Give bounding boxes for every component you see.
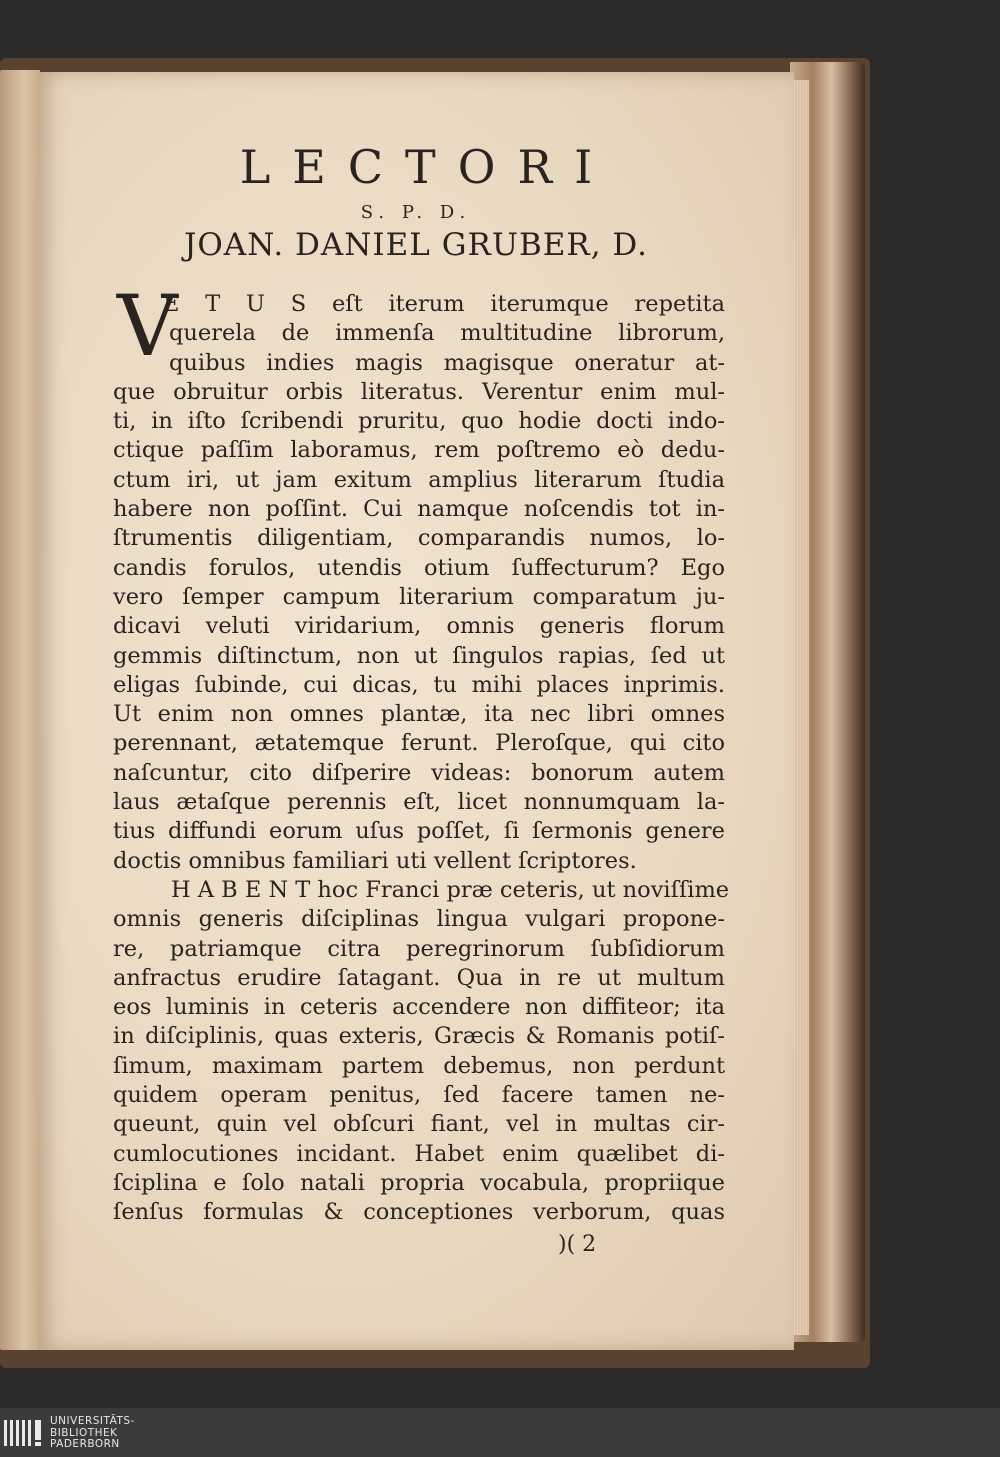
library-logo-icon [4,1416,44,1450]
text-line: in diſciplinis, quas exteris, Græcis & Romanis potiſ- [113,1023,725,1050]
text-line: ti, in iſto ſcribendi pruritu, quo hodie docti indo- [113,408,725,435]
text-line: querela de immenſa multitudine librorum, [169,320,725,347]
body-text [113,277,730,1228]
text-line: ſciplina e ſolo natali propria vocabula, propriique [113,1169,725,1196]
drop-cap: V [117,277,178,375]
text-line: ſenſus formulas & conceptiones verborum, quas [113,1199,725,1226]
text-line: perennant, ætatemque ferunt. Pleroſque, qui cito [113,730,725,757]
page-title: LECTORI [239,140,615,194]
salutation: S. P. D. [360,202,472,223]
library-footer [0,1408,1000,1457]
text-line: eligas ſubinde, cui dicas, tu mihi places inprimis. [113,671,725,698]
text-line: candis forulos, utendis otium ſuffecturum? Ego [113,554,725,581]
library-name [50,1416,135,1451]
text-line: eos luminis in ceteris accendere non diffiteor; ita [113,994,725,1021]
text-line: anfractus erudire ſatagant. Qua in re ut multum [113,964,725,991]
text-line: re, patriamque citra peregrinorum ſubſidiorum [113,935,725,962]
text-line: H A B E N T hoc Franci præ ceteris, ut noviſſime [171,876,730,903]
text-line: naſcuntur, cito diſperire videas: bonorum autem [113,759,725,786]
text-line: cumlocutiones incidant. Habet enim quælibet di- [113,1140,725,1167]
library-name-line: PADERBORN [50,1438,120,1450]
book-page [38,72,794,1350]
text-line: queunt, quin vel obſcuri fiant, vel in multas cir- [113,1111,725,1138]
text-line: ctique paſſim laboramus, rem poſtremo eò dedu- [113,437,725,464]
author-line: JOAN. DANIEL GRUBER, D. [183,227,649,263]
facing-page-edge [0,70,40,1350]
text-line: ſtrumentis diligentiam, comparandis numos, lo- [113,525,725,552]
text-line: vero ſemper campum literarium comparatum ju- [113,583,725,610]
text-line: gemmis diſtinctum, non ut ſingulos rapias, ſed ut [113,642,725,669]
text-line: ctum iri, ut jam exitum amplius literarum ſtudia [113,466,725,493]
text-line: tius diffundi eorum uſus poſſet, ſi ſermonis genere [113,818,725,845]
text-line: omnis generis diſciplinas lingua vulgari propone- [113,906,725,933]
text-line: habere non poſſint. Cui namque noſcendis tot in- [113,496,725,523]
library-name-line: UNIVERSITÄTS- [50,1415,135,1427]
text-line: dicavi veluti viridarium, omnis generis florum [113,613,725,640]
text-line: doctis omnibus familiari uti vellent ſcriptores. [113,847,637,874]
text-line: quibus indies magis magisque oneratur at- [169,349,725,376]
text-line: E T U S eſt iterum iterumque repetita [163,291,725,317]
signature-mark: )( 2 [558,1232,597,1257]
text-line: Ut enim non omnes plantæ, ita nec libri omnes [113,701,725,728]
text-line: quidem operam penitus, ſed facere tamen ne- [113,1082,725,1109]
text-line: ſimum, maximam partem debemus, non perdunt [113,1052,725,1079]
text-line: laus ætaſque perennis eſt, licet nonnumquam la- [113,789,725,816]
text-line: que obruitur orbis literatus. Verentur enim mul- [113,378,725,405]
library-name-line: BIBLIOTHEK [50,1426,118,1439]
